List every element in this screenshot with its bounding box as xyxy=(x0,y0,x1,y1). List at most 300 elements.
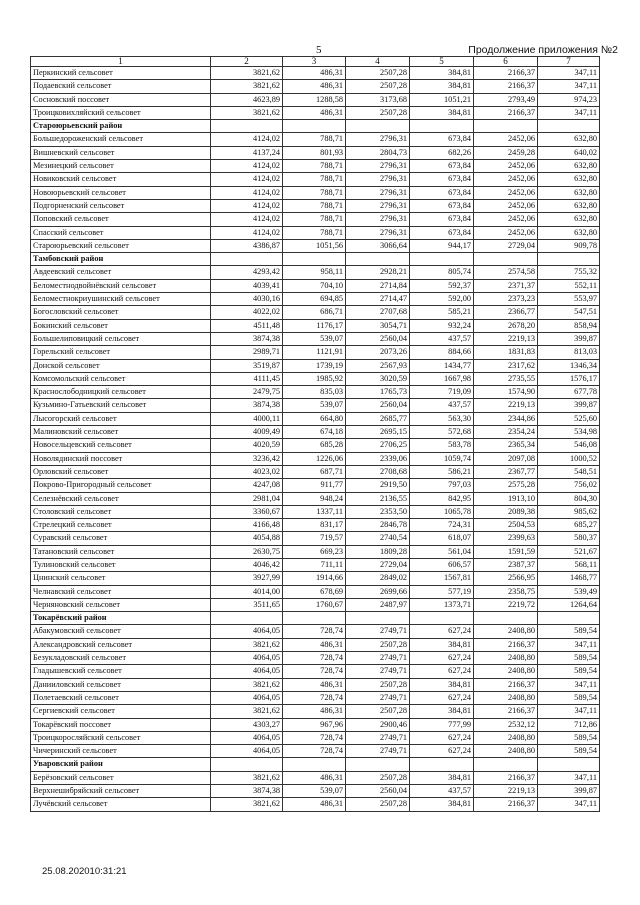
section-row xyxy=(31,612,600,625)
value-cell: 2560,04 xyxy=(346,785,410,798)
table-row xyxy=(31,239,600,252)
empty-cell xyxy=(474,758,538,771)
value-cell: 2749,71 xyxy=(346,652,410,665)
value-cell: 2796,31 xyxy=(346,226,410,239)
value-cell: 2796,31 xyxy=(346,133,410,146)
table-row xyxy=(31,532,600,545)
value-cell: 673,84 xyxy=(410,173,474,186)
value-cell: 728,74 xyxy=(283,652,346,665)
empty-cell xyxy=(283,120,346,133)
settlement-name: Троицковихляйский сельсовет xyxy=(31,106,211,119)
value-cell: 2507,28 xyxy=(346,798,410,811)
value-cell: 548,51 xyxy=(538,465,600,478)
column-header: 2 xyxy=(211,57,283,67)
value-cell: 525,60 xyxy=(538,412,600,425)
value-cell: 2219,13 xyxy=(474,785,538,798)
value-cell: 2373,23 xyxy=(474,293,538,306)
value-cell: 1121,91 xyxy=(283,346,346,359)
value-cell: 2919,50 xyxy=(346,479,410,492)
value-cell: 4030,16 xyxy=(211,293,283,306)
value-cell: 1567,81 xyxy=(410,572,474,585)
settlement-name: Беломестнокриушинский сельсовет xyxy=(31,293,211,306)
settlement-name: Новосельцевский сельсовет xyxy=(31,439,211,452)
value-cell: 4064,05 xyxy=(211,665,283,678)
value-cell: 2567,93 xyxy=(346,359,410,372)
column-header: 1 xyxy=(31,57,211,67)
value-cell: 728,74 xyxy=(283,731,346,744)
settlement-name: Цнинский сельсовет xyxy=(31,572,211,585)
value-cell: 589,54 xyxy=(538,691,600,704)
settlement-name: Данииловский сельсовет xyxy=(31,678,211,691)
value-cell: 2344,86 xyxy=(474,412,538,425)
settlement-name: Поповский сельсовет xyxy=(31,213,211,226)
settlement-name: Александровский сельсовет xyxy=(31,638,211,651)
value-cell: 2408,80 xyxy=(474,652,538,665)
value-cell: 884,66 xyxy=(410,346,474,359)
appendix-title: Продолжение приложения №2 xyxy=(468,44,618,56)
table-row xyxy=(31,519,600,532)
value-cell: 2507,28 xyxy=(346,67,410,80)
value-cell: 4247,08 xyxy=(211,479,283,492)
value-cell: 546,08 xyxy=(538,439,600,452)
value-cell: 911,77 xyxy=(283,479,346,492)
table-row xyxy=(31,465,600,478)
table-row xyxy=(31,545,600,558)
settlement-name: Большелиповицкий сельсовет xyxy=(31,332,211,345)
table-row xyxy=(31,106,600,119)
value-cell: 4054,88 xyxy=(211,532,283,545)
value-cell: 589,54 xyxy=(538,665,600,678)
table-row xyxy=(31,399,600,412)
table-row xyxy=(31,266,600,279)
empty-cell xyxy=(346,120,410,133)
value-cell: 2804,73 xyxy=(346,146,410,159)
value-cell: 486,31 xyxy=(283,771,346,784)
value-cell: 756,02 xyxy=(538,479,600,492)
settlement-name: Берёзовский сельсовет xyxy=(31,771,211,784)
empty-cell xyxy=(410,612,474,625)
value-cell: 678,69 xyxy=(283,585,346,598)
empty-cell xyxy=(283,758,346,771)
value-cell: 2796,31 xyxy=(346,173,410,186)
empty-cell xyxy=(283,612,346,625)
value-cell: 2166,37 xyxy=(474,705,538,718)
value-cell: 553,97 xyxy=(538,293,600,306)
value-cell: 561,04 xyxy=(410,545,474,558)
value-cell: 3821,62 xyxy=(211,678,283,691)
settlement-name: Верхнешибряйский сельсовет xyxy=(31,785,211,798)
table-row xyxy=(31,93,600,106)
value-cell: 4064,05 xyxy=(211,625,283,638)
value-cell: 4022,02 xyxy=(211,306,283,319)
table-row xyxy=(31,279,600,292)
value-cell: 858,94 xyxy=(538,319,600,332)
value-cell: 3173,68 xyxy=(346,93,410,106)
settlement-name: Полетаевский сельсовет xyxy=(31,691,211,704)
value-cell: 2706,25 xyxy=(346,439,410,452)
settlement-name: Перкинский сельсовет xyxy=(31,67,211,80)
value-cell: 572,68 xyxy=(410,426,474,439)
table-row xyxy=(31,386,600,399)
value-cell: 589,54 xyxy=(538,652,600,665)
value-cell: 2219,13 xyxy=(474,332,538,345)
value-cell: 712,86 xyxy=(538,718,600,731)
settlement-name: Безукладовский сельсовет xyxy=(31,652,211,665)
value-cell: 2729,04 xyxy=(346,558,410,571)
value-cell: 585,21 xyxy=(410,306,474,319)
value-cell: 728,74 xyxy=(283,745,346,758)
value-cell: 2735,55 xyxy=(474,372,538,385)
table-row xyxy=(31,665,600,678)
value-cell: 2166,37 xyxy=(474,106,538,119)
value-cell: 687,71 xyxy=(283,465,346,478)
value-cell: 685,28 xyxy=(283,439,346,452)
column-header: 4 xyxy=(346,57,410,67)
value-cell: 1051,56 xyxy=(283,239,346,252)
value-cell: 1373,71 xyxy=(410,598,474,611)
value-cell: 547,51 xyxy=(538,306,600,319)
value-cell: 384,81 xyxy=(410,678,474,691)
value-cell: 2678,20 xyxy=(474,319,538,332)
value-cell: 1913,10 xyxy=(474,492,538,505)
value-cell: 347,11 xyxy=(538,106,600,119)
value-cell: 831,17 xyxy=(283,519,346,532)
value-cell: 2796,31 xyxy=(346,186,410,199)
value-cell: 788,71 xyxy=(283,160,346,173)
value-cell: 3874,38 xyxy=(211,399,283,412)
value-cell: 4124,02 xyxy=(211,133,283,146)
value-cell: 4124,02 xyxy=(211,160,283,173)
settlement-name: Чичеринский сельсовет xyxy=(31,745,211,758)
value-cell: 4064,05 xyxy=(211,731,283,744)
value-cell: 2136,55 xyxy=(346,492,410,505)
value-cell: 3054,71 xyxy=(346,319,410,332)
value-cell: 563,30 xyxy=(410,412,474,425)
value-cell: 399,87 xyxy=(538,332,600,345)
section-title: Тамбовский район xyxy=(31,253,211,266)
value-cell: 1576,17 xyxy=(538,372,600,385)
value-cell: 673,84 xyxy=(410,186,474,199)
value-cell: 686,71 xyxy=(283,306,346,319)
value-cell: 2089,38 xyxy=(474,505,538,518)
value-cell: 4046,42 xyxy=(211,558,283,571)
value-cell: 1831,83 xyxy=(474,346,538,359)
value-cell: 2695,15 xyxy=(346,426,410,439)
value-cell: 539,07 xyxy=(283,399,346,412)
value-cell: 805,74 xyxy=(410,266,474,279)
value-cell: 534,98 xyxy=(538,426,600,439)
value-cell: 3927,99 xyxy=(211,572,283,585)
value-cell: 842,95 xyxy=(410,492,474,505)
table-row xyxy=(31,771,600,784)
value-cell: 632,80 xyxy=(538,173,600,186)
value-cell: 486,31 xyxy=(283,67,346,80)
settlement-name: Сосновский поссовет xyxy=(31,93,211,106)
value-cell: 674,18 xyxy=(283,426,346,439)
table-row xyxy=(31,199,600,212)
empty-cell xyxy=(346,253,410,266)
value-cell: 3020,59 xyxy=(346,372,410,385)
value-cell: 797,03 xyxy=(410,479,474,492)
value-cell: 632,80 xyxy=(538,213,600,226)
value-cell: 728,74 xyxy=(283,625,346,638)
settlement-name: Орловский сельсовет xyxy=(31,465,211,478)
value-cell: 728,74 xyxy=(283,665,346,678)
value-cell: 592,00 xyxy=(410,293,474,306)
settlement-name: Гладышевский сельсовет xyxy=(31,665,211,678)
settlement-name: Черняновский сельсовет xyxy=(31,598,211,611)
value-cell: 486,31 xyxy=(283,705,346,718)
value-cell: 4124,02 xyxy=(211,186,283,199)
value-cell: 2699,66 xyxy=(346,585,410,598)
value-cell: 673,84 xyxy=(410,199,474,212)
column-header: 7 xyxy=(538,57,600,67)
value-cell: 3821,62 xyxy=(211,771,283,784)
value-cell: 1065,78 xyxy=(410,505,474,518)
value-cell: 618,07 xyxy=(410,532,474,545)
value-cell: 2408,80 xyxy=(474,625,538,638)
value-cell: 2560,04 xyxy=(346,399,410,412)
value-cell: 486,31 xyxy=(283,798,346,811)
table-row xyxy=(31,479,600,492)
value-cell: 2504,53 xyxy=(474,519,538,532)
empty-cell xyxy=(410,758,474,771)
value-cell: 2560,04 xyxy=(346,332,410,345)
value-cell: 4386,87 xyxy=(211,239,283,252)
value-cell: 694,85 xyxy=(283,293,346,306)
value-cell: 4293,42 xyxy=(211,266,283,279)
settlement-name: Лысогорский сельсовет xyxy=(31,412,211,425)
value-cell: 2399,63 xyxy=(474,532,538,545)
value-cell: 2408,80 xyxy=(474,745,538,758)
value-cell: 384,81 xyxy=(410,67,474,80)
table-row xyxy=(31,146,600,159)
value-cell: 4124,02 xyxy=(211,226,283,239)
settlement-name: Комсомольский сельсовет xyxy=(31,372,211,385)
value-cell: 2714,84 xyxy=(346,279,410,292)
value-cell: 627,24 xyxy=(410,731,474,744)
value-cell: 4166,48 xyxy=(211,519,283,532)
value-cell: 2793,49 xyxy=(474,93,538,106)
settlement-name: Бокинский сельсовет xyxy=(31,319,211,332)
value-cell: 2097,08 xyxy=(474,452,538,465)
value-cell: 627,24 xyxy=(410,665,474,678)
value-cell: 2740,54 xyxy=(346,532,410,545)
value-cell: 909,78 xyxy=(538,239,600,252)
value-cell: 967,96 xyxy=(283,718,346,731)
table-row xyxy=(31,718,600,731)
value-cell: 673,84 xyxy=(410,213,474,226)
value-cell: 347,11 xyxy=(538,705,600,718)
value-cell: 586,21 xyxy=(410,465,474,478)
settlement-name: Стрелецкий сельсовет xyxy=(31,519,211,532)
value-cell: 627,24 xyxy=(410,652,474,665)
settlement-name: Вишневский сельсовет xyxy=(31,146,211,159)
value-cell: 2846,78 xyxy=(346,519,410,532)
value-cell: 2507,28 xyxy=(346,678,410,691)
settlement-name: Староюрьевский сельсовет xyxy=(31,239,211,252)
value-cell: 4064,05 xyxy=(211,652,283,665)
value-cell: 728,74 xyxy=(283,691,346,704)
settlement-name: Столовский сельсовет xyxy=(31,505,211,518)
table-row xyxy=(31,133,600,146)
value-cell: 2452,06 xyxy=(474,186,538,199)
table-row xyxy=(31,731,600,744)
settlement-name: Краснослободницкий сельсовет xyxy=(31,386,211,399)
empty-cell xyxy=(474,253,538,266)
value-cell: 4303,27 xyxy=(211,718,283,731)
value-cell: 711,11 xyxy=(283,558,346,571)
value-cell: 835,03 xyxy=(283,386,346,399)
value-cell: 2900,46 xyxy=(346,718,410,731)
table-row xyxy=(31,678,600,691)
value-cell: 2479,75 xyxy=(211,386,283,399)
value-cell: 2630,75 xyxy=(211,545,283,558)
section-title: Староюрьевский район xyxy=(31,120,211,133)
value-cell: 2729,04 xyxy=(474,239,538,252)
footer-timestamp: 25.08.202010:31:21 xyxy=(42,866,127,877)
value-cell: 1914,66 xyxy=(283,572,346,585)
value-cell: 577,19 xyxy=(410,585,474,598)
value-cell: 4020,59 xyxy=(211,439,283,452)
value-cell: 673,84 xyxy=(410,226,474,239)
value-cell: 3821,62 xyxy=(211,67,283,80)
value-cell: 568,11 xyxy=(538,558,600,571)
settlement-name: Подаевский сельсовет xyxy=(31,80,211,93)
value-cell: 4039,41 xyxy=(211,279,283,292)
value-cell: 4124,02 xyxy=(211,199,283,212)
value-cell: 2796,31 xyxy=(346,199,410,212)
empty-cell xyxy=(474,120,538,133)
settlement-name: Спасский сельсовет xyxy=(31,226,211,239)
value-cell: 788,71 xyxy=(283,213,346,226)
empty-cell xyxy=(211,253,283,266)
settlement-name: Токарёвский поссовет xyxy=(31,718,211,731)
value-cell: 2685,77 xyxy=(346,412,410,425)
value-cell: 347,11 xyxy=(538,80,600,93)
section-row xyxy=(31,758,600,771)
empty-cell xyxy=(211,612,283,625)
value-cell: 2507,28 xyxy=(346,638,410,651)
value-cell: 813,03 xyxy=(538,346,600,359)
settlement-name: Беломестнодвойнёвский сельсовет xyxy=(31,279,211,292)
settlement-name: Татановский сельсовет xyxy=(31,545,211,558)
value-cell: 1434,77 xyxy=(410,359,474,372)
value-cell: 347,11 xyxy=(538,638,600,651)
value-cell: 4000,11 xyxy=(211,412,283,425)
value-cell: 3821,62 xyxy=(211,705,283,718)
value-cell: 437,57 xyxy=(410,785,474,798)
settlement-name: Сергиевский сельсовет xyxy=(31,705,211,718)
table-row xyxy=(31,319,600,332)
value-cell: 777,99 xyxy=(410,718,474,731)
value-cell: 2507,28 xyxy=(346,80,410,93)
value-cell: 347,11 xyxy=(538,678,600,691)
value-cell: 974,23 xyxy=(538,93,600,106)
value-cell: 2452,06 xyxy=(474,226,538,239)
value-cell: 3360,67 xyxy=(211,505,283,518)
value-cell: 788,71 xyxy=(283,199,346,212)
settlement-name: Донской сельсовет xyxy=(31,359,211,372)
table-row xyxy=(31,412,600,425)
value-cell: 627,24 xyxy=(410,745,474,758)
value-cell: 724,31 xyxy=(410,519,474,532)
table-row xyxy=(31,80,600,93)
value-cell: 2166,37 xyxy=(474,798,538,811)
settlement-name: Новолядинский поссовет xyxy=(31,452,211,465)
empty-cell xyxy=(346,612,410,625)
value-cell: 2707,68 xyxy=(346,306,410,319)
value-cell: 2507,28 xyxy=(346,106,410,119)
value-cell: 592,37 xyxy=(410,279,474,292)
settlement-name: Новоюрьевский сельсовет xyxy=(31,186,211,199)
value-cell: 2166,37 xyxy=(474,67,538,80)
value-cell: 580,37 xyxy=(538,532,600,545)
value-cell: 673,84 xyxy=(410,133,474,146)
value-cell: 384,81 xyxy=(410,771,474,784)
table-row xyxy=(31,745,600,758)
value-cell: 2714,47 xyxy=(346,293,410,306)
value-cell: 4623,89 xyxy=(211,93,283,106)
settlement-name: Кузьмино-Гатьевский сельсовет xyxy=(31,399,211,412)
value-cell: 539,07 xyxy=(283,332,346,345)
value-cell: 627,24 xyxy=(410,625,474,638)
value-cell: 1288,58 xyxy=(283,93,346,106)
value-cell: 3821,62 xyxy=(211,80,283,93)
table-row xyxy=(31,492,600,505)
value-cell: 399,87 xyxy=(538,399,600,412)
table-row xyxy=(31,785,600,798)
value-cell: 3821,62 xyxy=(211,106,283,119)
value-cell: 589,54 xyxy=(538,731,600,744)
value-cell: 486,31 xyxy=(283,80,346,93)
value-cell: 2367,77 xyxy=(474,465,538,478)
value-cell: 1337,11 xyxy=(283,505,346,518)
settlement-name: Богословский сельсовет xyxy=(31,306,211,319)
value-cell: 4111,45 xyxy=(211,372,283,385)
table-row xyxy=(31,160,600,173)
value-cell: 2989,71 xyxy=(211,346,283,359)
settlement-name: Суравский сельсовет xyxy=(31,532,211,545)
value-cell: 2849,02 xyxy=(346,572,410,585)
value-cell: 399,87 xyxy=(538,785,600,798)
value-cell: 632,80 xyxy=(538,199,600,212)
value-cell: 1765,73 xyxy=(346,386,410,399)
value-cell: 1176,17 xyxy=(283,319,346,332)
value-cell: 2749,71 xyxy=(346,691,410,704)
value-cell: 2219,13 xyxy=(474,399,538,412)
value-cell: 539,07 xyxy=(283,785,346,798)
value-cell: 486,31 xyxy=(283,678,346,691)
value-cell: 2408,80 xyxy=(474,665,538,678)
value-cell: 4064,05 xyxy=(211,691,283,704)
value-cell: 437,57 xyxy=(410,399,474,412)
value-cell: 2749,71 xyxy=(346,625,410,638)
value-cell: 1468,77 xyxy=(538,572,600,585)
value-cell: 632,80 xyxy=(538,133,600,146)
value-cell: 2219,72 xyxy=(474,598,538,611)
value-cell: 2408,80 xyxy=(474,691,538,704)
settlement-name: Мезинецкий сельсовет xyxy=(31,160,211,173)
empty-cell xyxy=(538,612,600,625)
settlement-name: Челнавский сельсовет xyxy=(31,585,211,598)
section-row xyxy=(31,253,600,266)
section-row xyxy=(31,120,600,133)
empty-cell xyxy=(538,758,600,771)
value-cell: 2452,06 xyxy=(474,213,538,226)
value-cell: 2452,06 xyxy=(474,133,538,146)
value-cell: 589,54 xyxy=(538,625,600,638)
